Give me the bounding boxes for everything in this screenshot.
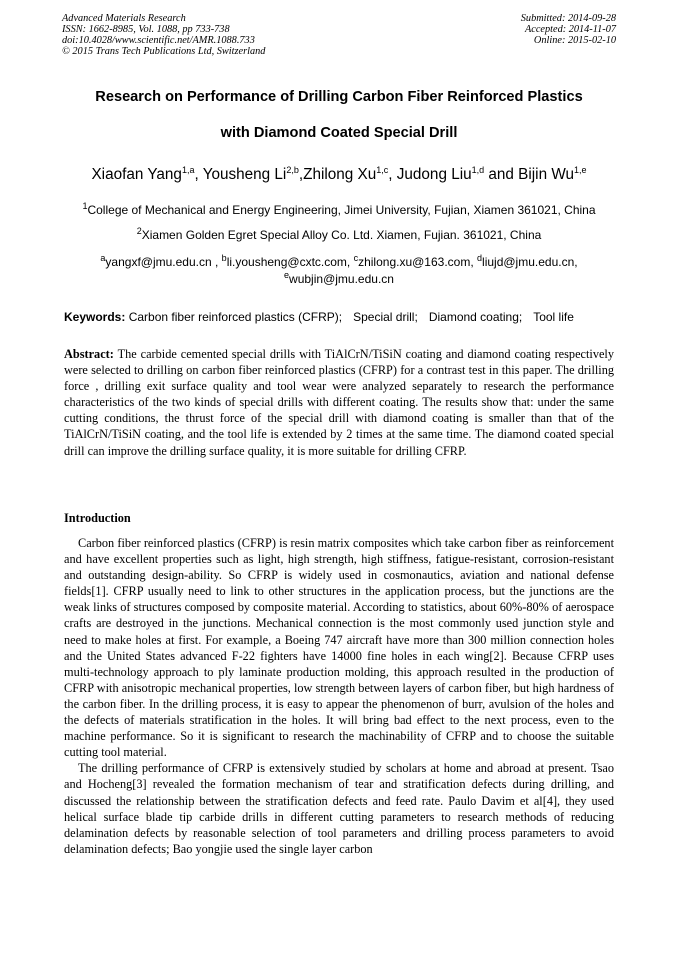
email-mark: a	[100, 253, 106, 263]
journal-name: Advanced Materials Research	[62, 13, 186, 24]
email-mark: e	[284, 270, 290, 280]
keyword: Carbon fiber reinforced plastics (CFRP);	[128, 310, 343, 324]
author-affiliation-mark: 1,e	[574, 164, 587, 175]
journal-header-right	[521, 13, 616, 46]
accepted-date: Accepted: 2014-11-07	[524, 24, 616, 35]
author-separator: and	[484, 166, 519, 183]
author-affiliation-mark: 1,d	[471, 164, 485, 175]
author-emails	[20, 254, 658, 288]
introduction-body	[64, 535, 614, 857]
author-name: Judong Liu	[396, 166, 472, 183]
paper-title-line-2: with Diamond Coated Special Drill	[220, 125, 458, 141]
author-affiliation-mark: 1,c	[376, 164, 389, 175]
author-separator: ,	[388, 166, 397, 183]
doi-line: doi:10.4028/www.scientific.net/AMR.1088.733	[62, 35, 255, 46]
email-mark: b	[221, 253, 227, 263]
affiliation-text: Xiamen Golden Egret Special Alloy Co. Ltd. Xiamen, Fujian. 361021, China	[141, 228, 542, 242]
online-date: Online: 2015-02-10	[533, 35, 616, 46]
author-separator: ,	[194, 166, 203, 183]
abstract	[64, 346, 614, 459]
keywords-label: Keywords:	[64, 310, 126, 324]
email-d[interactable]: liujd@jmu.edu.cn,	[482, 255, 578, 269]
affiliation-1	[20, 203, 658, 217]
affiliation-text: College of Mechanical and Energy Engineering, Jimei University, Fujian, Xiamen 361021, China	[87, 203, 596, 217]
email-a[interactable]: yangxf@jmu.edu.cn ,	[105, 255, 219, 269]
journal-header-left	[62, 13, 265, 57]
author-name: Xiaofan Yang	[91, 166, 182, 183]
submitted-date: Submitted: 2014-09-28	[520, 13, 616, 24]
paper-title-line-1: Research on Performance of Drilling Carbon Fiber Reinforced Plastics	[95, 89, 583, 105]
affiliation-mark: 1	[82, 201, 88, 211]
issn-line: ISSN: 1662-8985, Vol. 1088, pp 733-738	[62, 24, 230, 35]
email-mark: c	[353, 253, 359, 263]
keyword: Special drill;	[353, 310, 418, 324]
author-affiliation-mark: 2,b	[286, 164, 299, 175]
keyword: Diamond coating;	[428, 310, 523, 324]
affiliation-mark: 2	[136, 226, 142, 236]
abstract-label: Abstract:	[64, 347, 114, 361]
affiliation-2	[20, 228, 658, 242]
email-c[interactable]: zhilong.xu@163.com,	[358, 255, 474, 269]
copyright-line: © 2015 Trans Tech Publications Ltd, Switzerland	[62, 46, 266, 57]
section-heading-introduction: Introduction	[64, 511, 131, 525]
author-list	[20, 166, 658, 184]
author-separator: ,	[298, 166, 304, 183]
author-name: Yousheng Li	[202, 166, 287, 183]
email-e[interactable]: wubjin@jmu.edu.cn	[289, 272, 394, 286]
author-name: Zhilong Xu	[303, 166, 377, 183]
paragraph: Carbon fiber reinforced plastics (CFRP) is resin matrix composites which take carbon fiber as reinforcement and have excellent properties such as light, high strength, high stiffness, fatigue-resistant, corrosion-resistant and outstanding design-ability. So CFRP is widely used in cosmonautics, aviation and national defense fields[1]. CFRP usually need to link to other structures in the application process, but the junctions are the weak links of structures composed by composite material. According to statistics, about 60%-80% of aerospace crafts are destroyed in the junctions. Mechanical connection is the most commonly used junction style and need to make holes at first. For example, a Boeing 747 aircraft have more than 300 million connection holes and the United States advanced F-22 fighters have 14000 fine holes in each wing[2]. Because CFRP uses multi-technology approach to ply laminate production molding, this approach resulted in the production of CFRP with anisotropic mechanical properties, low strength between layers of carbon fiber, but high hardness of the carbon fiber. In the drilling process, it is easy to appear the phenomenon of burr, avulsion of the holes and the defects of materials stratification in the holes. It will bring bad effect to the next process, even to the machine performance. So it is significant to research the machinability of CFRP and to choose the suitable cutting tool material.	[64, 536, 614, 760]
email-mark: d	[477, 253, 483, 263]
author-name: Bijin Wu	[518, 166, 574, 183]
abstract-text: The carbide cemented special drills with TiAlCrN/TiSiN coating and diamond coating respectively were selected to drilling on carbon fiber reinforced plastics (CFRP) for a contrast test in this paper. The drilling force , drilling exit surface quality and tool wear were analyzed separately to research the performance characteristics of the two kinds of special drills with different coating. The results show that: under the same cutting conditions, the thrust force of the special drill with diamond coating is smaller than that of the TiAlCrN/TiSiN coating, and the tool life is extended by 2 times at the same time. The diamond coated special drill can improve the drilling surface quality, it is more suitable for drilling CFRP.	[64, 347, 614, 458]
author-affiliation-mark: 1,a	[181, 164, 195, 175]
keywords-line	[64, 310, 624, 324]
keyword: Tool life	[533, 310, 574, 324]
email-b[interactable]: li.yousheng@cxtc.com,	[226, 255, 351, 269]
paragraph: The drilling performance of CFRP is extensively studied by scholars at home and abroad at present. Tsao and Hocheng[3] revealed the formation mechanism of tear and stratification defects during drilling, and discussed the relationship between the stratification defects and feed rate. Paulo Davim et al[4], they used helical surface blade tip carbide drills in different cutting parameters to research methods of reducing delamination defects by reasonable selection of tool parameters and drilling process parameters to avoid delamination defects; Bao yongjie used the single layer carbon	[64, 761, 614, 856]
